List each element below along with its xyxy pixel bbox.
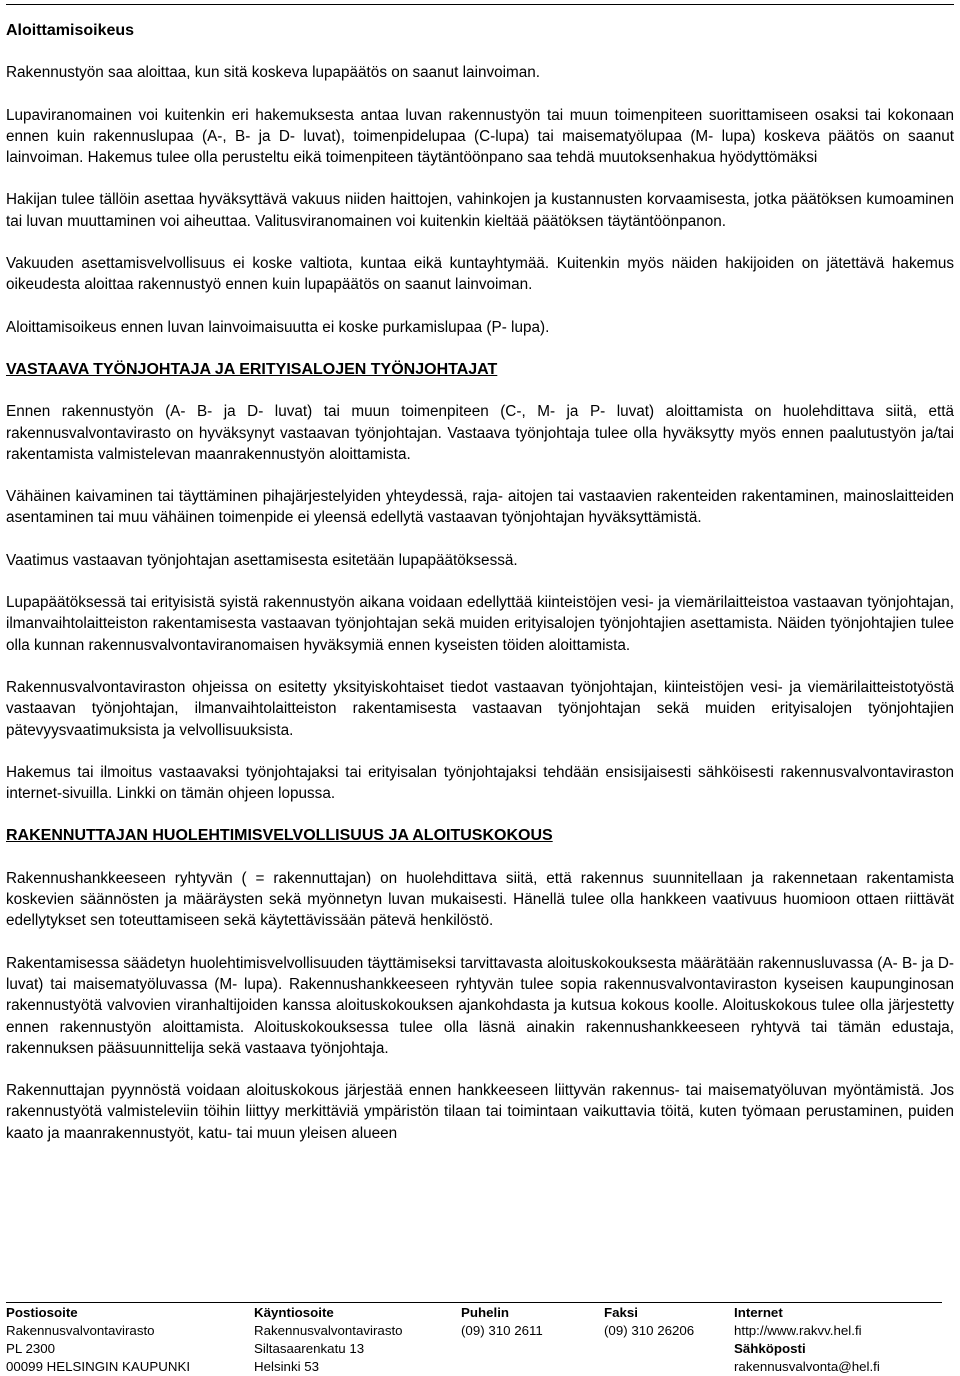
paragraph: Rakennushankkeeseen ryhtyvän ( = rakennuttajan) on huolehdittava siitä, että rakennus suunnitellaan ja rakennetaan rakentamista koskevien säännösten ja määräysten sekä myönnetyn luvan mukaisesti. Hänellä tulee olla hankkeen vaativuus huomioon ottaen riittävät edellytykset sen toteuttamiseen sekä käytettävissään pätevä henkilöstö. — [6, 869, 954, 930]
footer-line: PL 2300 — [6, 1341, 56, 1356]
footer-heading: Sähköposti — [734, 1341, 806, 1356]
paragraph: Vakuuden asettamisvelvollisuus ei koske valtiota, kuntaa eikä kuntayhtymää. Kuitenkin myös näiden hakijoiden on jätettävä hakemus oikeudesta aloittaa rakennustyö ennen kuin lupapäätös on saanut lainvoiman. — [6, 255, 954, 294]
footer-line: Helsinki 53 — [254, 1359, 320, 1374]
footer-heading: Internet — [734, 1305, 783, 1320]
footer-line: Rakennusvalvontavirasto — [6, 1323, 155, 1338]
footer-rule — [6, 1302, 942, 1303]
footer-heading: Faksi — [604, 1305, 639, 1320]
paragraph: Lupaviranomainen voi kuitenkin eri hakemuksesta antaa luvan rakennustyön tai muun toimenpiteen suorittamiseen osaksi tai kokonaan ennen kuin rakennuslupaa (A-, B- ja D- luvat), toimenpidelupaa (C-lupa) tai maisematyölupaa (M- lupa) koskeva päätös on saanut lainvoiman. Hakemus tulee olla perusteltu eikä toimenpiteen täytäntöönpano saa tehdä muutoksenhakua hyödyttömäksi — [6, 106, 954, 167]
email-link[interactable]: rakennusvalvonta@hel.fi — [734, 1359, 880, 1374]
paragraph: Hakijan tulee tällöin asettaa hyväksyttävä vakuus niiden haittojen, vahinkojen ja kustannusten korvaamisesta, jotka päätöksen kumoaminen tai luvan muuttaminen voi aiheuttaa. Valitusviranomainen voi kuitenkin kieltää päätöksen täytäntöönpanon. — [6, 191, 954, 230]
section-heading-rakennuttaja: RAKENNUTTAJAN HUOLEHTIMISVELVOLLISUUS JA ALOITUSKOKOUS — [6, 827, 553, 845]
paragraph: Rakentamisessa säädetyn huolehtimisvelvollisuuden täyttämiseksi tarvittavasta aloituskokouksesta määrätään rakennusluvassa (A- B- ja D- luvat) tai maisematyöluvassa (M- lupa). Rakennushankkeeseen ryhtyvän tulee sopia rakennusvalvontaviraston kyseisen kaupunginosan rakennustyötä valvovien viranhaltijoiden kanssa aloituskokouksen ajankohdasta ja kutsua kokous koolle. Aloituskokous tulee olla järjestetty ennen rakennustyön aloittamista. Aloituskokouksessa tulee olla läsnä ainakin rakennushankkeeseen ryhtyvä tai tämän edustaja, rakennuksen pääsuunnittelija sekä vastaava työnjohtaja. — [6, 954, 954, 1057]
paragraph: Aloittamisoikeus ennen luvan lainvoimaisuutta ei koske purkamislupaa (P- lupa). — [6, 318, 550, 336]
section-heading-tyonjohtaja: VASTAAVA TYÖNJOHTAJA JA ERITYISALOJEN TYÖNJOHTAJAT — [6, 360, 498, 378]
footer-line: 00099 HELSINGIN KAUPUNKI — [6, 1359, 191, 1374]
paragraph: Ennen rakennustyön (A- B- ja D- luvat) tai muun toimenpiteen (C-, M- ja P- luvat) aloittamista on huolehdittava siitä, että rakennusvalvontavirasto on hyväksynyt vastaavan työnjohtajan. Vastaava työnjohtaja tulee olla hyväksytty myös ennen paalutustyön ja/tai rakentamista valmistelevan maanrakennustyön aloittamista. — [6, 403, 954, 463]
footer-heading: Postiosoite — [6, 1305, 78, 1320]
paragraph: Rakennustyön saa aloittaa, kun sitä koskeva lupapäätös on saanut lainvoiman. — [6, 64, 541, 82]
footer-visiting-address — [254, 1304, 403, 1376]
footer-postal-address — [6, 1304, 190, 1376]
document-body — [6, 20, 954, 1144]
section-heading-aloittamisoikeus: Aloittamisoikeus — [6, 22, 135, 39]
paragraph: Hakemus tai ilmoitus vastaavaksi työnjohtajaksi tai erityisalan työnjohtajaksi tehdään ensisijaisesti sähköisesti rakennusvalvontaviraston internet-sivuilla. Linkki on tämän ohjeen lopussa. — [6, 763, 954, 803]
website-link[interactable]: http://www.rakvv.hel.fi — [734, 1323, 862, 1338]
paragraph: Rakennusvalvontaviraston ohjeissa on esitetty yksityiskohtaiset tiedot vastaavan työnjohtajan, kiinteistöjen vesi- ja viemärilaitteistotyöstä vastaavan työnjohtajan, ilmanvaihtolaitteiston rakentamisesta vastaavan työnjohtajan sekä muiden erityisalojen työnjohtajien pätevyysvaatimuksista ja velvollisuuksista. — [6, 678, 954, 739]
footer-fax — [604, 1304, 694, 1340]
footer-heading: Puhelin — [461, 1305, 510, 1320]
footer-line: Siltasaarenkatu 13 — [254, 1341, 365, 1356]
footer-internet — [734, 1304, 880, 1376]
footer-line: (09) 310 2611 — [461, 1323, 543, 1338]
footer-line: (09) 310 26206 — [604, 1323, 695, 1338]
footer-line: Rakennusvalvontavirasto — [254, 1323, 403, 1338]
paragraph: Lupapäätöksessä tai erityisistä syistä rakennustyön aikana voidaan edellyttää kiinteistöjen vesi- ja viemärilaitteistoa vastaavan työnjohtajan, ilmanvaihtolaitteiston rakentamisesta vastaavan työnjohtajan sekä muiden erityisalojen työnjohtajien asettamista. Näiden työnjohtajien tulee olla kunnan rakennusvalvontaviranomaisen hyväksymiä ennen kyseisten töiden aloittamista. — [6, 594, 954, 654]
footer-phone — [461, 1304, 543, 1340]
paragraph: Vähäinen kaivaminen tai täyttäminen pihajärjestelyiden yhteydessä, raja- aitojen tai vastaavien rakenteiden rakentaminen, mainoslaitteiden asentaminen tai muu vähäinen toimenpide ei yleensä edellytä vastaavan työnjohtajan hyväksyttämistä. — [6, 488, 954, 527]
top-rule — [6, 4, 954, 5]
paragraph: Vaatimus vastaavan työnjohtajan asettamisesta esitetään lupapäätöksessä. — [6, 551, 518, 569]
paragraph: Rakennuttajan pyynnöstä voidaan aloituskokous järjestää ennen hankkeeseen liittyvän rakennus- tai maisematyöluvan myöntämistä. Jos rakennustyötä valmisteleviin töihin liittyy merkittäviä ympäristön tilaan tai toimintaan vaikuttavia töitä, kuten työmaan perustaminen, puiden kaato ja maanrakennustyöt, katu- tai muun yleisen alueen — [6, 1082, 954, 1142]
footer-heading: Käyntiosoite — [254, 1305, 334, 1320]
